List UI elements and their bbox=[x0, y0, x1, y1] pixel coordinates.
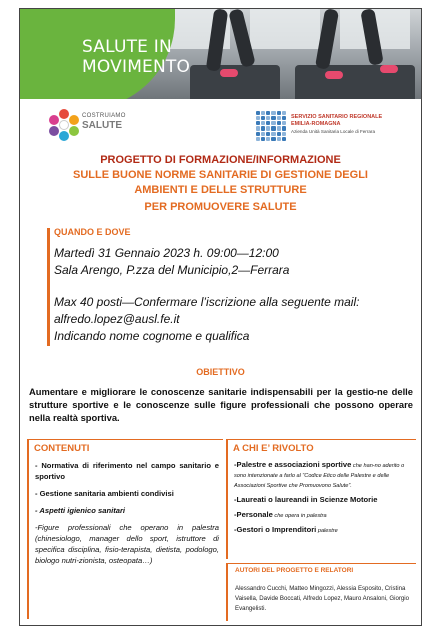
list-item: - Aspetti igienico sanitari bbox=[35, 506, 126, 515]
rivolto-item4-note: palestre bbox=[316, 528, 338, 534]
contact-email[interactable]: alfredo.lopez@ausl.fe.it bbox=[54, 312, 180, 326]
runner-shoe bbox=[220, 69, 238, 77]
logo-salute-text: SALUTE bbox=[82, 120, 122, 131]
flyer-frame bbox=[19, 8, 422, 626]
runner-shoe bbox=[380, 65, 398, 73]
headline-line2: SULLE BUONE NORME SANITARIE DI GESTIONE DEGLI bbox=[73, 169, 368, 181]
rivolto-item3-bold: -Personale bbox=[234, 510, 273, 519]
authors-text: Alessandro Cucchi, Matteo Mingozzi, Alessia Esposito, Cristina Vaisella, Davide Boccati, Alfredo Lopez, Mauro Ansaloni, Giorgio Evangelisti. bbox=[235, 585, 409, 612]
list-item bbox=[234, 525, 412, 535]
costruiamo-salute-logo bbox=[48, 109, 138, 145]
registration-note: Indicando nome cognome e qualifica bbox=[54, 329, 250, 343]
ssr-line1: SERVIZIO SANITARIO REGIONALE bbox=[291, 114, 383, 120]
obiettivo-text: Aumentare e migliorare le conoscenze sanitarie indispensabili per la gestio-ne delle strutture sportive e le conoscenze sulle figure professionali che possono operare nella realtà sportiva. bbox=[29, 386, 413, 423]
list-item: -Figure professionali che operano in palestra (chinesiologo, manager dello sport, istruttore di specifica disciplina, fisio-terapista, dietista, podologo, biologo nutri-zionista, osteopata…) bbox=[35, 523, 219, 565]
rivolto-title: A CHI E’ RIVOLTO bbox=[233, 443, 314, 454]
list-item bbox=[234, 495, 412, 505]
rivolto-item2: -Laureati o laureandi in Scienze Motorie bbox=[234, 495, 378, 504]
logo-costruiamo-text: COSTRUIAMO bbox=[82, 113, 126, 119]
when-accent-bar bbox=[47, 228, 50, 346]
rivolto-item4-bold: -Gestori o Imprenditori bbox=[234, 525, 317, 534]
contenuti-title: CONTENUTI bbox=[34, 443, 90, 454]
runner-shoe bbox=[325, 71, 343, 79]
obiettivo-title: OBIETTIVO bbox=[196, 367, 245, 377]
list-item: - Normativa di riferimento nel campo sanitario e sportivo bbox=[35, 461, 219, 481]
ssr-logo bbox=[256, 111, 416, 145]
ssr-line3: Azienda Unità Sanitaria Locale di Ferrara bbox=[291, 129, 376, 134]
rivolto-item3-note: che opera in palestra bbox=[272, 513, 327, 519]
event-seats: Max 40 posti—Confermare l’iscrizione alla seguente mail: bbox=[54, 295, 360, 309]
hero-title-line1: SALUTE IN bbox=[82, 37, 172, 57]
flower-icon bbox=[48, 109, 80, 141]
list-item bbox=[234, 460, 412, 490]
contenuti-list bbox=[35, 460, 219, 572]
hero-title-line2: MOVIMENTO bbox=[82, 57, 191, 77]
rivolto-box bbox=[226, 439, 416, 559]
rivolto-list bbox=[234, 460, 412, 540]
when-title: QUANDO E DOVE bbox=[54, 227, 131, 237]
window bbox=[250, 9, 320, 49]
hero-photo bbox=[20, 9, 421, 99]
ssr-line2: EMILIA-ROMAGNA bbox=[291, 121, 341, 127]
rivolto-item1-bold: -Palestre e associazioni sportive bbox=[234, 460, 352, 469]
hero-title bbox=[82, 37, 190, 77]
event-place: Sala Arengo, P.zza del Municipio,2—Ferrara bbox=[54, 263, 290, 277]
list-item bbox=[234, 510, 412, 520]
headline-line3: AMBIENTI E DELLE STRUTTURE bbox=[134, 184, 307, 196]
event-date: Martedì 31 Gennaio 2023 h. 09:00—12:00 bbox=[54, 246, 279, 260]
ssr-grid-icon bbox=[256, 111, 286, 141]
authors-title: AUTORI DEL PROGETTO E RELATORI bbox=[235, 567, 354, 574]
authors-box bbox=[226, 563, 416, 621]
rivolto-item1-note: che han-no aderito o sono intenzionate a farlo al “Codice Etico delle Palestre e delle Associazioni Sportive che Promuovono Salute”. bbox=[234, 463, 405, 489]
ssr-text bbox=[291, 114, 382, 135]
headline-line4: PER PROMUOVERE SALUTE bbox=[144, 201, 297, 213]
logos-row bbox=[20, 103, 421, 151]
list-item: - Gestione sanitaria ambienti condivisi bbox=[35, 489, 174, 498]
headline-line1: PROGETTO DI FORMAZIONE/INFORMAZIONE bbox=[100, 154, 341, 166]
contenuti-box bbox=[27, 439, 223, 619]
